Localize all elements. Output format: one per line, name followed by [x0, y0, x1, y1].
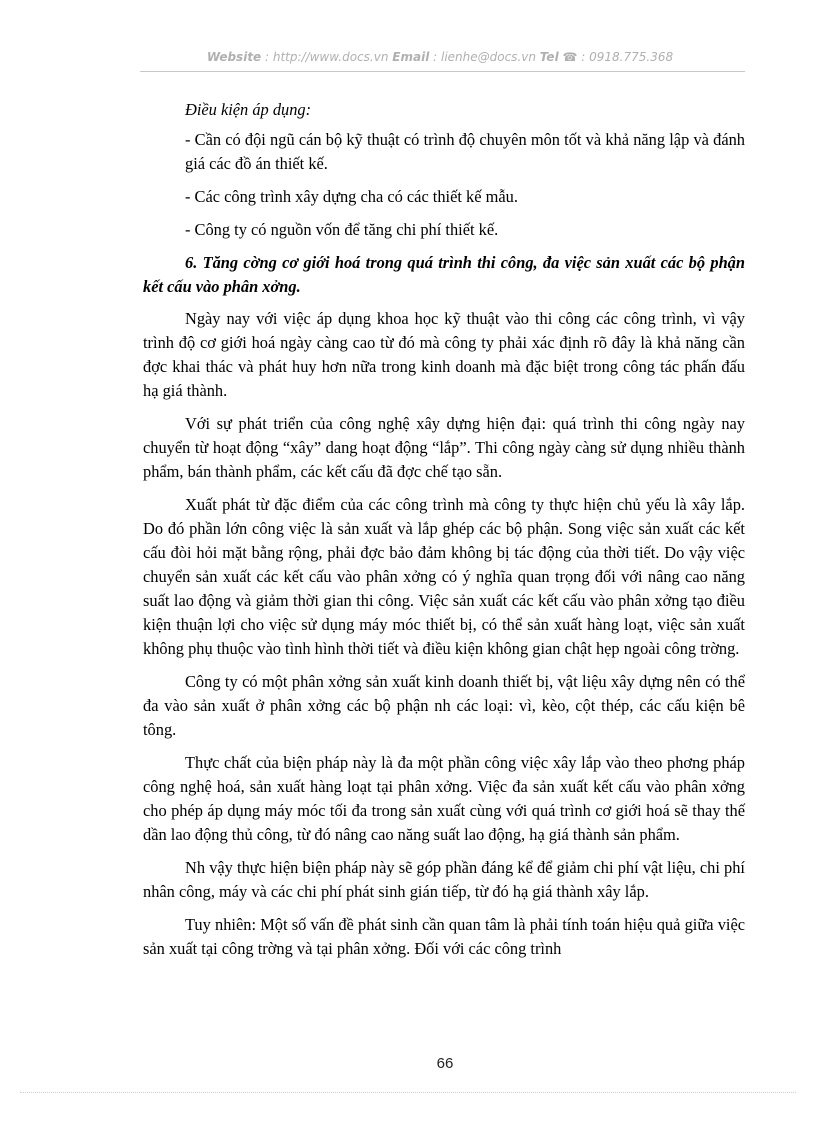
footer-divider [20, 1092, 796, 1093]
condition-item: - Công ty có nguồn vốn để tăng chi phí thiết kế. [185, 220, 499, 239]
paragraph: Xuất phát từ đặc điểm của các công trình mà công ty thực hiện chủ yếu là xây lắp. Do đó phần lớn công việc là sản xuất và lắp ghép các bộ phận. Song việc sản xuất các kết cấu đòi hỏi mặt bằng rộng, phải đợc bảo đảm không bị tác động của thời tiết. Do vậy việc chuyển sản xuất các kết cấu vào phân xởng có ý nghĩa quan trọng đối với nâng cao năng suất lao động và giảm thời gian thi công. Việc sản xuất các kết cấu vào phân xởng tạo điều kiện thuận lợi cho việc sử dụng máy móc thiết bị, có thể sản xuất hàng loạt, việc sản xuất không phụ thuộc vào tình hình thời tiết và điều kiện không gian chật hẹp ngoài công trờng. [143, 495, 745, 658]
paragraph: Thực chất của biện pháp này là đa một phần công việc xây lắp vào theo phơng pháp công nghệ hoá, sản xuất hàng loạt tại phân xởng. Việc đa sản xuất kết cấu vào phân xởng cho phép áp dụng máy móc tối đa trong sản xuất cùng với quá trình cơ giới hoá sẽ thay thế dần lao động thủ công, từ đó nâng cao năng suất lao động, hạ giá thành sản phẩm. [143, 753, 745, 844]
website-url[interactable]: http://www.docs.vn [272, 50, 389, 64]
phone-icon: ☎ [562, 50, 578, 64]
page-header [140, 50, 740, 70]
document-body [143, 98, 745, 970]
tel-number: 0918.775.368 [589, 50, 674, 64]
tel-separator: : [577, 50, 590, 64]
condition-item: - Cần có đội ngũ cán bộ kỹ thuật có trình độ chuyên môn tốt và khả năng lập và đánh giá các đồ án thiết kế. [185, 130, 745, 173]
website-separator: : [261, 50, 273, 64]
paragraph: Với sự phát triển của công nghệ xây dựng hiện đại: quá trình thi công ngày nay chuyển từ hoạt động “xây” dang hoạt động “lắp”. Thi công ngày càng sử dụng nhiều thành phẩm, bán thành phẩm, các kết cấu đã đợc chế tạo sẵn. [143, 414, 745, 481]
website-label: Website [206, 50, 262, 64]
paragraph: Công ty có một phân xởng sản xuất kinh doanh thiết bị, vật liệu xây dựng nên có thể đa vào sản xuất ở phân xởng các bộ phận nh các loại: vì, kèo, cột thép, các cấu kiện bê tông. [143, 672, 745, 739]
email-label: Email [392, 50, 430, 64]
paragraph: Nh vậy thực hiện biện pháp này sẽ góp phần đáng kể để giảm chi phí vật liệu, chi phí nhân công, máy và các chi phí phát sinh gián tiếp, từ đó hạ giá thành xây lắp. [143, 858, 745, 901]
conditions-heading: Điều kiện áp dụng: [185, 100, 312, 119]
page-number: 66 [436, 1055, 454, 1072]
tel-label: Tel [539, 50, 559, 64]
paragraph: Tuy nhiên: Một số vấn đề phát sinh cần quan tâm là phải tính toán hiệu quả giữa việc sản xuất tại công trờng và tại phân xởng. Đối với các công trình [143, 915, 745, 958]
condition-item: - Các công trình xây dựng cha có các thiết kế mẫu. [185, 187, 518, 206]
header-divider [140, 71, 745, 72]
email-separator: : [429, 50, 441, 64]
section-title: 6. Tăng cờng cơ giới hoá trong quá trình thi công, đa việc sản xuất các bộ phận kết cấu vào phân xởng. [143, 253, 745, 296]
email-address[interactable]: lienhe@docs.vn [440, 50, 536, 64]
paragraph: Ngày nay với việc áp dụng khoa học kỹ thuật vào thi công các công trình, vì vậy trình độ cơ giới hoá ngày càng cao từ đó mà công ty phải xác định rõ đây là khả năng cần đợc khai thác và phát huy hơn nữa trong kinh doanh mà đặc biệt trong công tác phấn đấu hạ giá thành. [143, 309, 745, 400]
